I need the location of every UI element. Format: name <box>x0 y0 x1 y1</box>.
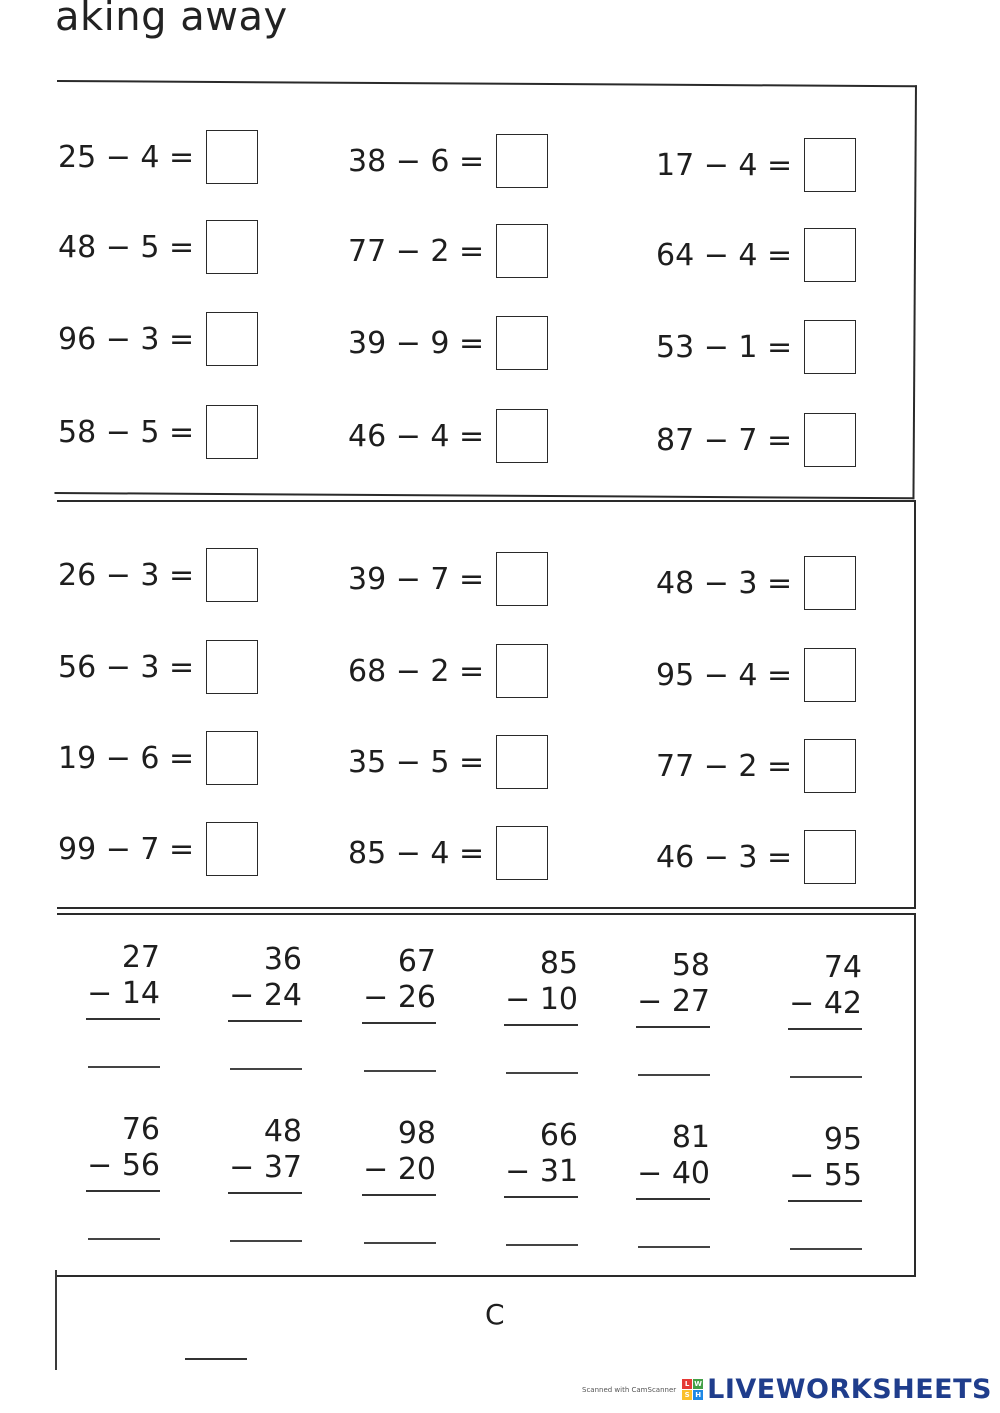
equation-text: 19 − 6 = <box>58 740 195 776</box>
answer-line[interactable] <box>638 1246 710 1248</box>
equation-problem <box>58 548 258 602</box>
equation-problem <box>58 640 258 694</box>
answer-line[interactable] <box>638 1074 710 1076</box>
answer-box[interactable] <box>496 735 548 789</box>
answer-box[interactable] <box>496 316 548 370</box>
equation-problem <box>58 731 258 785</box>
logo-tile: H <box>693 1390 703 1400</box>
answer-box[interactable] <box>804 648 856 702</box>
answer-box[interactable] <box>206 312 258 366</box>
equation-text: 35 − 5 = <box>348 744 485 780</box>
answer-box[interactable] <box>496 224 548 278</box>
answer-box[interactable] <box>804 228 856 282</box>
subtraction-rule <box>636 1198 710 1200</box>
column-subtraction <box>620 948 710 1076</box>
equation-text: 77 − 2 = <box>348 233 485 269</box>
subtraction-rule <box>228 1192 302 1194</box>
subtraction-rule <box>362 1194 436 1196</box>
equation-text: 46 − 3 = <box>656 839 793 875</box>
minuend: 81 <box>671 1120 710 1155</box>
column-subtraction <box>70 1112 160 1240</box>
equation-problem <box>348 735 548 789</box>
minuend: 76 <box>121 1112 160 1147</box>
subtraction-rule <box>636 1026 710 1028</box>
answer-line[interactable] <box>364 1242 436 1244</box>
scanned-note: Scanned with CamScanner <box>582 1385 677 1394</box>
answer-line[interactable] <box>506 1244 578 1246</box>
logo-tile: S <box>682 1390 692 1400</box>
answer-box[interactable] <box>496 826 548 880</box>
column-subtraction <box>488 1118 578 1246</box>
equation-problem <box>348 644 548 698</box>
equation-problem <box>348 552 548 606</box>
answer-box[interactable] <box>804 739 856 793</box>
subtrahend: − 31 <box>505 1154 578 1189</box>
subtrahend: − 20 <box>363 1152 436 1187</box>
column-subtraction <box>212 1114 302 1242</box>
column-subtraction <box>620 1120 710 1248</box>
answer-box[interactable] <box>496 552 548 606</box>
equation-problem <box>58 220 258 274</box>
equation-text: 96 − 3 = <box>58 321 195 357</box>
subtrahend: − 27 <box>637 984 710 1019</box>
liveworksheets-logo-icon <box>682 1379 703 1400</box>
answer-box[interactable] <box>206 731 258 785</box>
answer-box[interactable] <box>206 130 258 184</box>
equation-problem <box>656 138 856 192</box>
column-subtraction <box>346 944 436 1072</box>
equation-text: 87 − 7 = <box>656 422 793 458</box>
equation-problem <box>58 405 258 459</box>
subtrahend: − 56 <box>87 1148 160 1183</box>
equation-problem <box>348 409 548 463</box>
answer-box[interactable] <box>804 320 856 374</box>
answer-box[interactable] <box>804 413 856 467</box>
subtraction-rule <box>504 1196 578 1198</box>
subtraction-rule <box>362 1022 436 1024</box>
answer-box[interactable] <box>206 220 258 274</box>
equation-text: 17 − 4 = <box>656 147 793 183</box>
equation-problem <box>348 134 548 188</box>
equation-problem <box>348 224 548 278</box>
column-subtraction <box>772 950 862 1078</box>
minuend: 48 <box>263 1114 302 1149</box>
equation-text: 38 − 6 = <box>348 143 485 179</box>
answer-box[interactable] <box>206 405 258 459</box>
equation-text: 48 − 3 = <box>656 565 793 601</box>
minuend: 98 <box>397 1116 436 1151</box>
subtraction-rule <box>228 1020 302 1022</box>
minuend: 66 <box>539 1118 578 1153</box>
column-subtraction <box>212 942 302 1070</box>
minuend: 95 <box>823 1122 862 1157</box>
answer-line[interactable] <box>230 1240 302 1242</box>
answer-line[interactable] <box>790 1076 862 1078</box>
equation-problem <box>656 648 856 702</box>
subtraction-rule <box>86 1190 160 1192</box>
subtraction-rule <box>788 1200 862 1202</box>
column-subtraction <box>346 1116 436 1244</box>
equation-problem <box>656 320 856 374</box>
subtrahend: − 42 <box>789 986 862 1021</box>
answer-line[interactable] <box>506 1072 578 1074</box>
answer-box[interactable] <box>804 556 856 610</box>
page-edge-line <box>55 1270 57 1370</box>
equation-text: 99 − 7 = <box>58 831 195 867</box>
answer-line[interactable] <box>364 1070 436 1072</box>
equation-text: 53 − 1 = <box>656 329 793 365</box>
worksheet-title: aking away <box>55 0 288 40</box>
equation-problem <box>656 739 856 793</box>
minuend: 85 <box>539 946 578 981</box>
equation-text: 64 − 4 = <box>656 237 793 273</box>
equation-text: 39 − 7 = <box>348 561 485 597</box>
answer-box[interactable] <box>496 409 548 463</box>
answer-line[interactable] <box>88 1066 160 1068</box>
answer-box[interactable] <box>496 134 548 188</box>
equation-problem <box>656 228 856 282</box>
equation-text: 68 − 2 = <box>348 653 485 689</box>
equation-text: 48 − 5 = <box>58 229 195 265</box>
subtrahend: − 26 <box>363 980 436 1015</box>
logo-tile: W <box>694 1380 703 1388</box>
subtraction-rule <box>86 1018 160 1020</box>
page-letter: C <box>485 1298 505 1331</box>
equation-text: 77 − 2 = <box>656 748 793 784</box>
answer-box[interactable] <box>804 138 856 192</box>
subtraction-rule <box>788 1028 862 1030</box>
answer-box[interactable] <box>206 548 258 602</box>
answer-box[interactable] <box>804 830 856 884</box>
column-subtraction <box>488 946 578 1074</box>
answer-box[interactable] <box>206 640 258 694</box>
logo-tile: L <box>682 1379 692 1389</box>
subtrahend: − 24 <box>229 978 302 1013</box>
equation-text: 46 − 4 = <box>348 418 485 454</box>
equation-problem <box>348 316 548 370</box>
column-subtraction <box>70 940 160 1068</box>
minuend: 67 <box>397 944 436 979</box>
subtrahend: − 37 <box>229 1150 302 1185</box>
column-subtraction <box>772 1122 862 1250</box>
subtraction-rule <box>504 1024 578 1026</box>
subtrahend: − 55 <box>789 1158 862 1193</box>
answer-box[interactable] <box>496 644 548 698</box>
equation-problem <box>58 130 258 184</box>
brand-name[interactable]: LIVEWORKSHEETS <box>707 1374 992 1405</box>
equation-problem <box>656 830 856 884</box>
minuend: 36 <box>263 942 302 977</box>
footer-brand <box>582 1374 992 1405</box>
equation-problem <box>58 822 258 876</box>
bottom-answer-line <box>185 1358 247 1360</box>
minuend: 58 <box>671 948 710 983</box>
equation-text: 26 − 3 = <box>58 557 195 593</box>
equation-text: 25 − 4 = <box>58 139 195 175</box>
equation-text: 95 − 4 = <box>656 657 793 693</box>
answer-box[interactable] <box>206 822 258 876</box>
equation-text: 39 − 9 = <box>348 325 485 361</box>
minuend: 74 <box>823 950 862 985</box>
equation-problem <box>348 826 548 880</box>
subtrahend: − 14 <box>87 976 160 1011</box>
answer-line[interactable] <box>88 1238 160 1240</box>
minuend: 27 <box>121 940 160 975</box>
equation-text: 56 − 3 = <box>58 649 195 685</box>
equation-text: 58 − 5 = <box>58 414 195 450</box>
answer-line[interactable] <box>230 1068 302 1070</box>
answer-line[interactable] <box>790 1248 862 1250</box>
subtrahend: − 40 <box>637 1156 710 1191</box>
equation-problem <box>656 556 856 610</box>
equation-text: 85 − 4 = <box>348 835 485 871</box>
equation-problem <box>656 413 856 467</box>
equation-problem <box>58 312 258 366</box>
subtrahend: − 10 <box>505 982 578 1017</box>
